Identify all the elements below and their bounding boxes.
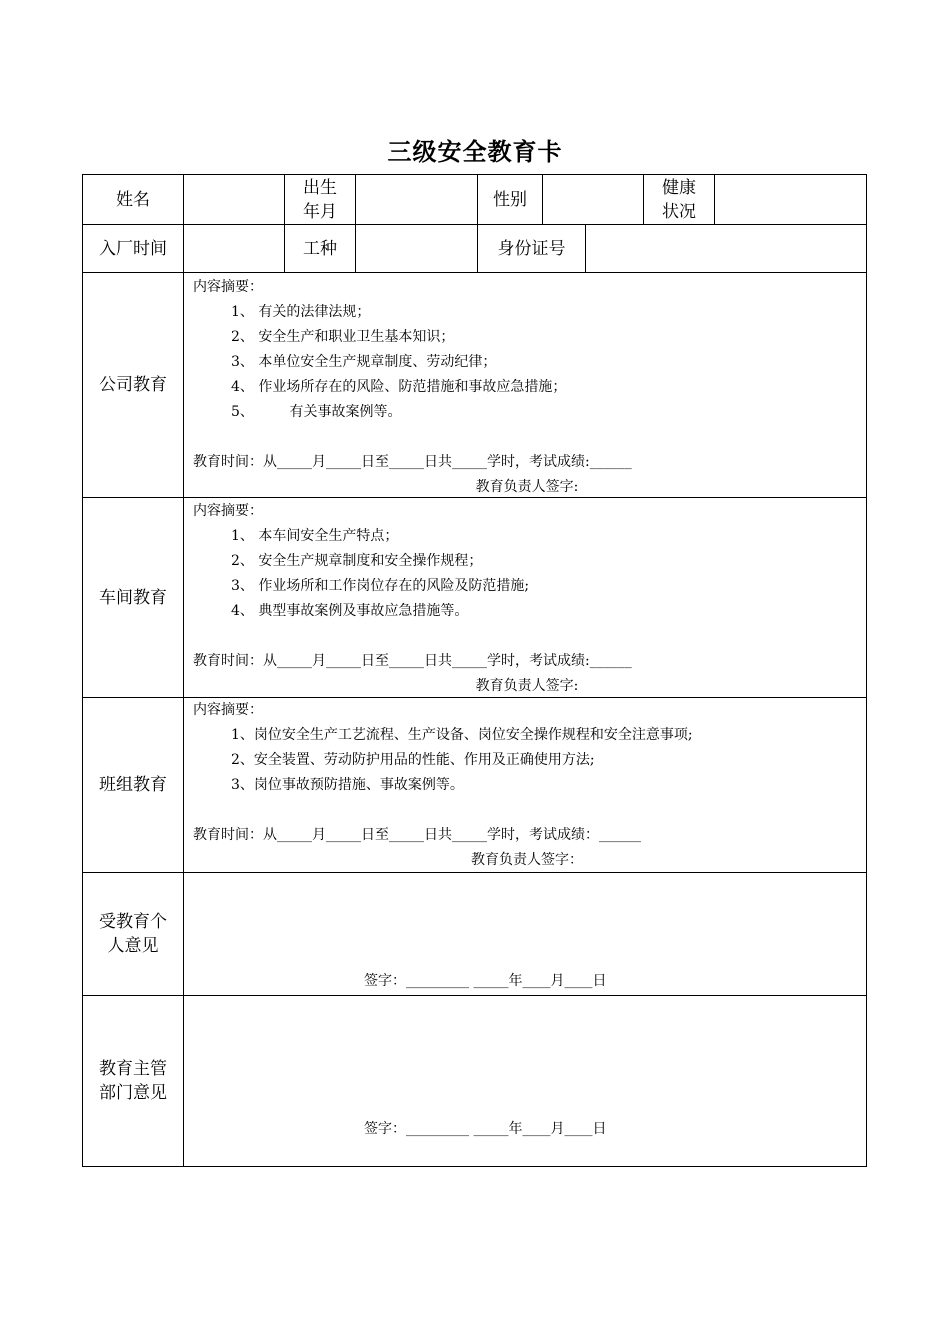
summary-label: 内容摘要： xyxy=(193,503,263,519)
team-education-content xyxy=(193,698,861,873)
name-label: 姓名 xyxy=(116,189,150,210)
column-divider xyxy=(542,174,543,224)
id-number-label: 身份证号 xyxy=(497,238,566,259)
list-item: 1、岗位安全生产工艺流程、生产设备、岗位安全操作规程和安全注意事项; xyxy=(231,727,693,743)
column-divider xyxy=(585,224,586,272)
list-item: 2、 安全生产和职业卫生基本知识； xyxy=(231,329,455,345)
list-item: 5、 有关事故案例等。 xyxy=(231,404,402,420)
table-border-right xyxy=(866,174,867,1167)
education-time-line: 教育时间：从_____月_____日至_____日共_____学时，考试成绩：______ xyxy=(193,827,641,843)
education-card-table xyxy=(82,174,867,1167)
column-divider xyxy=(183,174,184,1167)
list-item: 4、 作业场所存在的风险、防范措施和事故应急措施； xyxy=(231,379,567,395)
gender-label: 性别 xyxy=(493,189,527,210)
company-education-label: 公司教育 xyxy=(99,375,167,395)
workshop-education-content xyxy=(193,499,861,699)
list-item: 3、 作业场所和工作岗位存在的风险及防范措施; xyxy=(231,578,530,594)
table-border-bottom xyxy=(82,1166,867,1167)
education-time-line: 教育时间：从_____月_____日至_____日共_____学时，考试成绩:______ xyxy=(193,454,632,470)
column-divider xyxy=(355,174,356,272)
column-divider xyxy=(714,174,715,224)
job-type-label: 工种 xyxy=(303,238,337,259)
list-item: 2、 安全生产规章制度和安全操作规程； xyxy=(231,553,483,569)
signer-line: 教育负责人签字: xyxy=(475,678,579,694)
list-item: 1、 有关的法律法规； xyxy=(231,304,371,320)
birth-label: 出生 年月 xyxy=(303,177,337,222)
signer-line: 教育负责人签字： xyxy=(471,852,583,868)
list-item: 2、安全装置、劳动防护用品的性能、作用及正确使用方法; xyxy=(231,752,595,768)
health-label: 健康 状况 xyxy=(662,177,696,222)
company-education-content xyxy=(193,275,861,500)
entry-time-label: 入厂时间 xyxy=(99,238,167,259)
list-item: 4、 典型事故案例及事故应急措施等。 xyxy=(231,603,469,619)
row-divider xyxy=(82,224,867,225)
department-opinion-label: 教育主管 部门意见 xyxy=(99,1059,167,1103)
personal-opinion-label: 受教育个 人意见 xyxy=(99,912,167,956)
page-title: 三级安全教育卡 xyxy=(387,137,563,166)
summary-label: 内容摘要： xyxy=(193,279,263,295)
list-item: 3、 本单位安全生产规章制度、劳动纪律； xyxy=(231,354,497,370)
education-time-line: 教育时间：从_____月_____日至_____日共_____学时，考试成绩:______ xyxy=(193,653,632,669)
list-item: 1、 本车间安全生产特点； xyxy=(231,528,399,544)
row-divider xyxy=(82,272,867,273)
row-divider xyxy=(82,995,867,996)
list-item: 3、岗位事故预防措施、事故案例等。 xyxy=(231,777,464,793)
table-border-top xyxy=(82,174,867,175)
summary-label: 内容摘要： xyxy=(193,702,263,718)
signer-line: 教育负责人签字: xyxy=(475,479,579,495)
personal-signature-line: 签字：_________ _____年____月____日 xyxy=(364,973,607,989)
team-education-label: 班组教育 xyxy=(99,775,167,795)
workshop-education-label: 车间教育 xyxy=(99,587,167,608)
department-signature-line: 签字：_________ _____年____月____日 xyxy=(364,1121,607,1137)
